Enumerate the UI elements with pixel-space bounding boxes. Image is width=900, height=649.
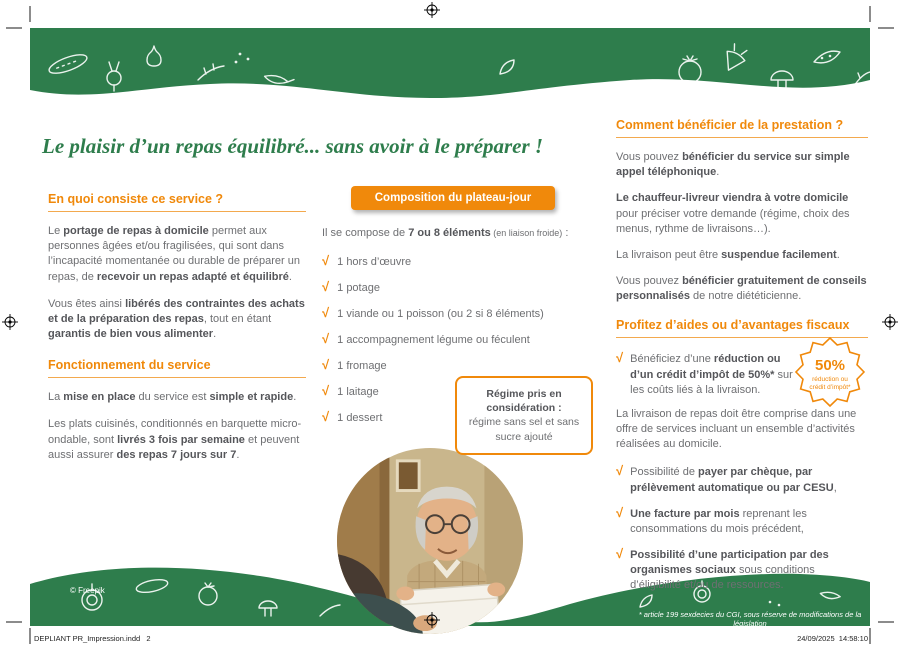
check-icon: √ [322,279,330,295]
image-credit: © Freepik [70,586,105,595]
para-service-1: Le portage de repas à domicile permet aux personnes âgées et/ou fragilisées, qui sont dans l’incapacité momentanée ou durable de préparer un repas, de recevoir un repas adapté et équilibré. [48,225,300,283]
fiscal-item-text: Une facture par mois reprenant les consommations du mois précédent, [630,507,807,535]
photo-meal-delivery [336,447,524,635]
print-timestamp: 24/09/2025 14:58:10 [797,634,868,643]
discount-value: 50% [814,357,846,374]
plateau-intro: Il se compose de 7 ou 8 éléments (en liaison froide) : [322,227,569,239]
fiscal-item [616,546,868,594]
list-item [322,279,584,294]
top-decorative-band [30,28,870,113]
fiscal-item [616,505,868,537]
list-item [322,357,584,372]
check-icon: √ [322,357,330,373]
para-prestation-1: Vous pouvez bénéficier du service sur simple appel téléphonique. [616,151,850,179]
list-item-label: 1 viande ou 1 poisson (ou 2 si 8 éléments) [337,308,544,321]
list-item [322,305,584,320]
check-icon: √ [322,305,330,321]
para-fonctionnement-2: Les plats cuisinés, conditionnés en barquette micro-ondable, sont livrés 3 fois par semaine et peuvent aussi assurer des repas 7 jours sur 7. [48,418,302,461]
heading-prestation: Comment bénéficier de la prestation ? [616,118,868,138]
discount-50-badge [794,336,866,408]
check-icon: √ [616,350,624,366]
print-file-info: DEPLIANT PR_Impression.indd 2 [34,634,151,643]
fiscal-item [616,463,868,495]
fiscal-item-text: Possibilité d’une participation par des organismes sociaux sous conditions d’éligibilité et/ou de ressources. [630,549,829,592]
list-item-label: 1 laitage [337,386,379,399]
regime-box-title: Régime pris en considération : [486,388,562,415]
list-item-label: 1 potage [337,282,380,295]
photo-picture-frame [397,461,419,491]
check-icon: √ [322,253,330,269]
list-item-label: 1 dessert [337,412,383,425]
registration-mark-right [882,314,898,330]
regime-box-text: régime sans sel et sans sucre ajouté [468,416,580,443]
discount-line1: réduction ou [812,376,848,383]
check-icon: √ [322,409,330,425]
list-item [322,253,584,268]
check-icon: √ [322,331,330,347]
heading-fonctionnement: Fonctionnement du service [48,358,306,378]
check-icon: √ [616,463,624,479]
check-icon: √ [322,383,330,399]
list-item-label: 1 fromage [337,360,387,373]
list-item [322,331,584,346]
fiscal-note: La livraison de repas doit être comprise dans une offre de services incluant un ensemble d’activités réalisées au domicile. [616,407,857,451]
fiscal-item-text: Possibilité de payer par chèque, par prélèvement automatique ou par CESU, [630,466,837,494]
heading-fiscal: Profitez d’aides ou d’avantages fiscaux [616,318,868,338]
para-prestation-3: La livraison peut être suspendue facilement. [616,248,840,261]
registration-mark-bottom [424,612,440,628]
registration-mark-top [424,2,440,18]
check-icon: √ [616,504,624,520]
column-service [48,192,306,475]
heading-service: En quoi consiste ce service ? [48,192,306,212]
para-service-2: Vous êtes ainsi libérés des contraintes des achats et de la préparation des repas, tout en étant garantis de bien vous alimenter. [48,297,305,341]
fiscal-item-text: Bénéficiez d’une réduction ou d’un crédit d’impôt de 50%* sur les coûts liés à la livraison. [630,353,793,396]
page-title: Le plaisir d’un repas équilibré... sans avoir à le préparer ! [42,134,544,158]
top-band-shape [30,28,870,98]
list-item-label: 1 hors d’œuvre [337,256,412,269]
legal-footnote: * article 199 sexdecies du CGI, sous réserve de modifications de la législation [638,610,862,628]
plateau-jour-badge: Composition du plateau-jour [351,186,555,210]
check-icon: √ [616,546,624,562]
para-fonctionnement-1: La mise en place du service est simple et rapide. [48,391,297,404]
regime-box [455,376,593,455]
discount-line2: crédit d’impôt* [809,384,851,391]
list-item-label: 1 accompagnement légume ou féculent [337,334,530,347]
registration-mark-left [2,314,18,330]
para-prestation-2: Le chauffeur-livreur viendra à votre domicile pour préciser votre demande (régime, choix des menus, rythme de livraisons…). [616,192,850,235]
para-prestation-4: Vous pouvez bénéficier gratuitement de conseils personnalisés de notre diététicienne. [616,275,867,303]
